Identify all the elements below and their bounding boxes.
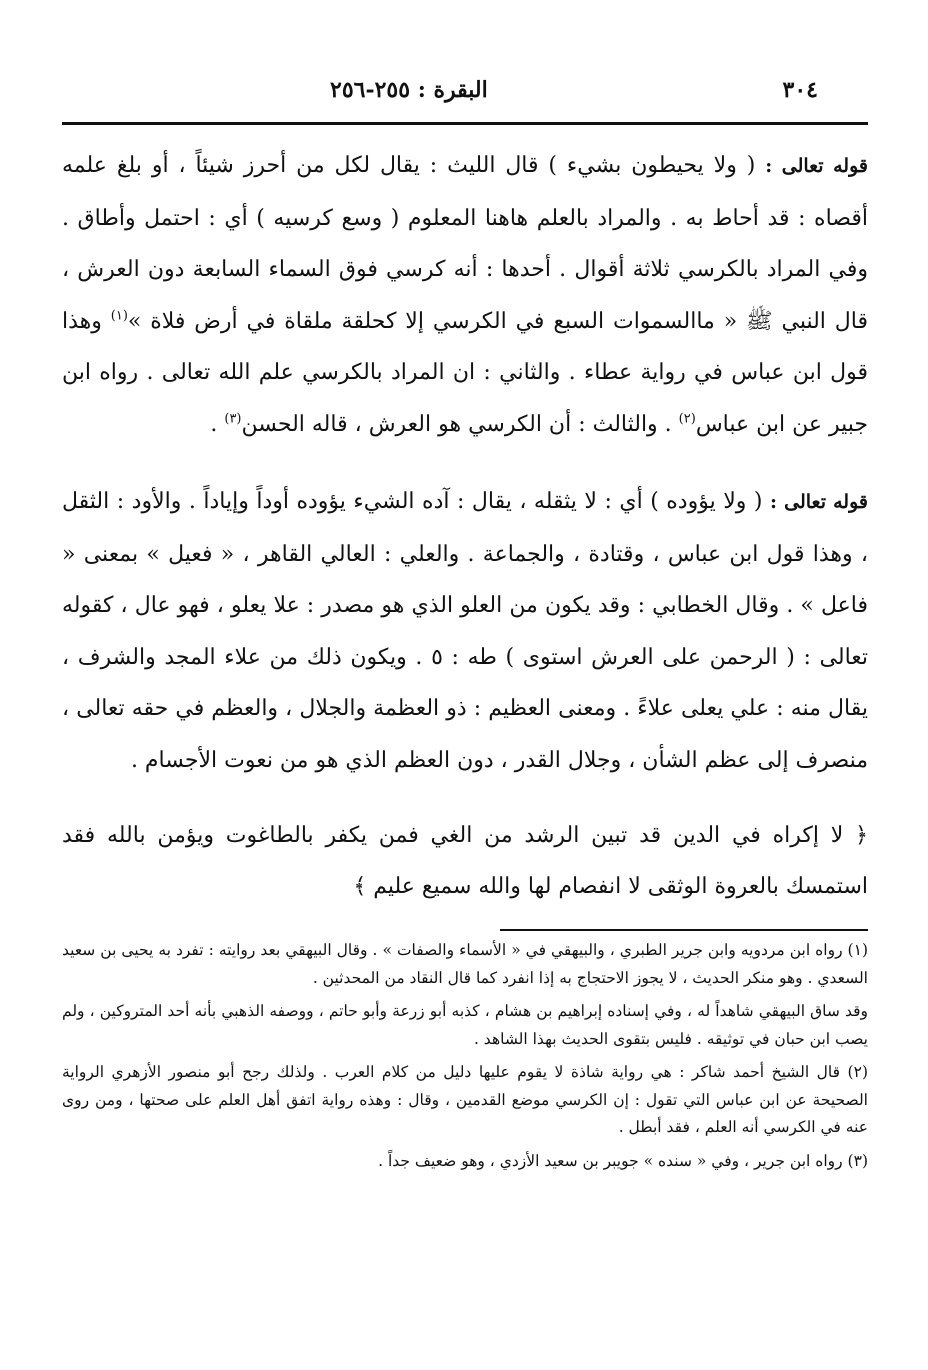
commentary-paragraph-2: [62, 476, 868, 786]
footnote-ref-2[interactable]: (٢): [678, 411, 696, 427]
verse-open-ornament: ﴿: [855, 823, 868, 848]
footnote-3: (٣) رواه ابن جرير ، وفي « سنده » جويبر بن سعيد الأزدي ، وهو ضعيف جداً .: [378, 1151, 868, 1170]
header-rule: [62, 122, 868, 125]
paragraph-text: ( ولا يحيطون بشيء ) قال الليث : يقال لكل من أحرز شيئاً ، أو بلغ علمه أقصاه : قد أحاط به . والمراد بالعلم هاهنا المعلوم ( وسع كرسيه ) أي : احتمل وأطاق . وفي المراد بالكرسي ثلاثة أقوال . أحدها : أنه كرسي فوق السماء السابعة دون العرش ، قال النبي ﷺ « ماالسموات السبع في الكرسي إلا كحلقة ملقاة في أرض فلاة »: [62, 153, 868, 334]
paragraph-text: ( ولا يؤوده ) أي : لا يثقله ، يقال : آده الشيء يؤوده أوداً وإياداً . والأود : الثقل ، وهذا قول ابن عباس ، وقتادة ، والجماعة . والعلي : العالي القاهر ، « فعيل » بمعنى « فاعل » . وقال الخطابي : وقد يكون من العلو الذي هو مصدر : علا يعلو ، فهو عال ، كقوله تعالى : ( الرحمن على العرش استوى ) طه : ٥ . ويكون ذلك من علاء المجد والشرف ، يقال منه : علي يعلى علاءً . ومعنى العظيم : ذو العظمة والجلال ، والعظم في حقه تعالى ، منصرف إلى عظم الشأن ، وجلال القدر ، دون العظم الذي هو من نعوت الأجسام .: [62, 489, 869, 773]
paragraph-lead: قوله تعالى :: [769, 491, 868, 513]
paragraph-text: .: [210, 411, 218, 437]
running-title: البقرة : ٢٥٥-٢٥٦: [330, 77, 488, 103]
footnotes: [62, 937, 868, 1175]
footnote-1-continued: وقد ساق البيهقي شاهداً له ، وفي إسناده إبراهيم بن هشام ، كذبه أبو زرعة وأبو حاتم ، ووصفه الذهبي بأنه أحد المتروكين ، ولم يصب ابن حبان في توثيقه . فليس بتقوى الحديث بهذا الشاهد .: [62, 1002, 868, 1048]
paragraph-text: وهذا قول ابن عباس في رواية عطاء . والثاني : ان المراد بالكرسي علم الله تعالى . رواه ابن جبير عن ابن عباس: [62, 308, 868, 437]
paragraph-text: . والثالث : أن الكرسي هو العرش ، قاله الحسن: [241, 411, 672, 437]
footnote-2: (٢) قال الشيخ أحمد شاكر : هي رواية شاذة لا يقوم عليها دليل من كلام العرب . ولذلك رجح أبو منصور الأزهري الرواية الصحيحة عن ابن عباس التي تقول : إن الكرسي موضع القدمين ، وقال : وهذه رواية اتفق أهل العلم على صحتها ، ومن روى عنه في الكرسي أنه العلم ، فقد أبطل .: [62, 1063, 868, 1136]
page-header: [330, 74, 818, 106]
commentary-paragraph-1: [62, 140, 868, 450]
quran-verse: [62, 810, 868, 912]
paragraph-lead: قوله تعالى :: [765, 155, 868, 177]
footnote-rule: [500, 929, 868, 931]
page-number: ٣٠٤: [782, 77, 818, 103]
main-text: [62, 140, 868, 934]
footnote-ref-3[interactable]: (٣): [224, 411, 242, 427]
verse-close-ornament: ﴾: [353, 874, 367, 899]
footnote-ref-1[interactable]: (١): [110, 308, 128, 324]
footnote-1: (١) رواه ابن مردويه وابن جرير الطبري ، والبيهقي في « الأسماء والصفات » . وقال البيهقي بعد روايته : تفرد به يحيى بن سعيد السعدي . وهو منكر الحديث ، لا يجوز الاحتجاج به إذا انفرد كما قال النقاد من المحدثين .: [62, 941, 868, 987]
verse-text: لا إكراه في الدين قد تبين الرشد من الغي فمن يكفر بالطاغوت ويؤمن بالله فقد استمسك بالعروة الوثقى لا انفصام لها والله سميع عليم: [62, 823, 868, 899]
